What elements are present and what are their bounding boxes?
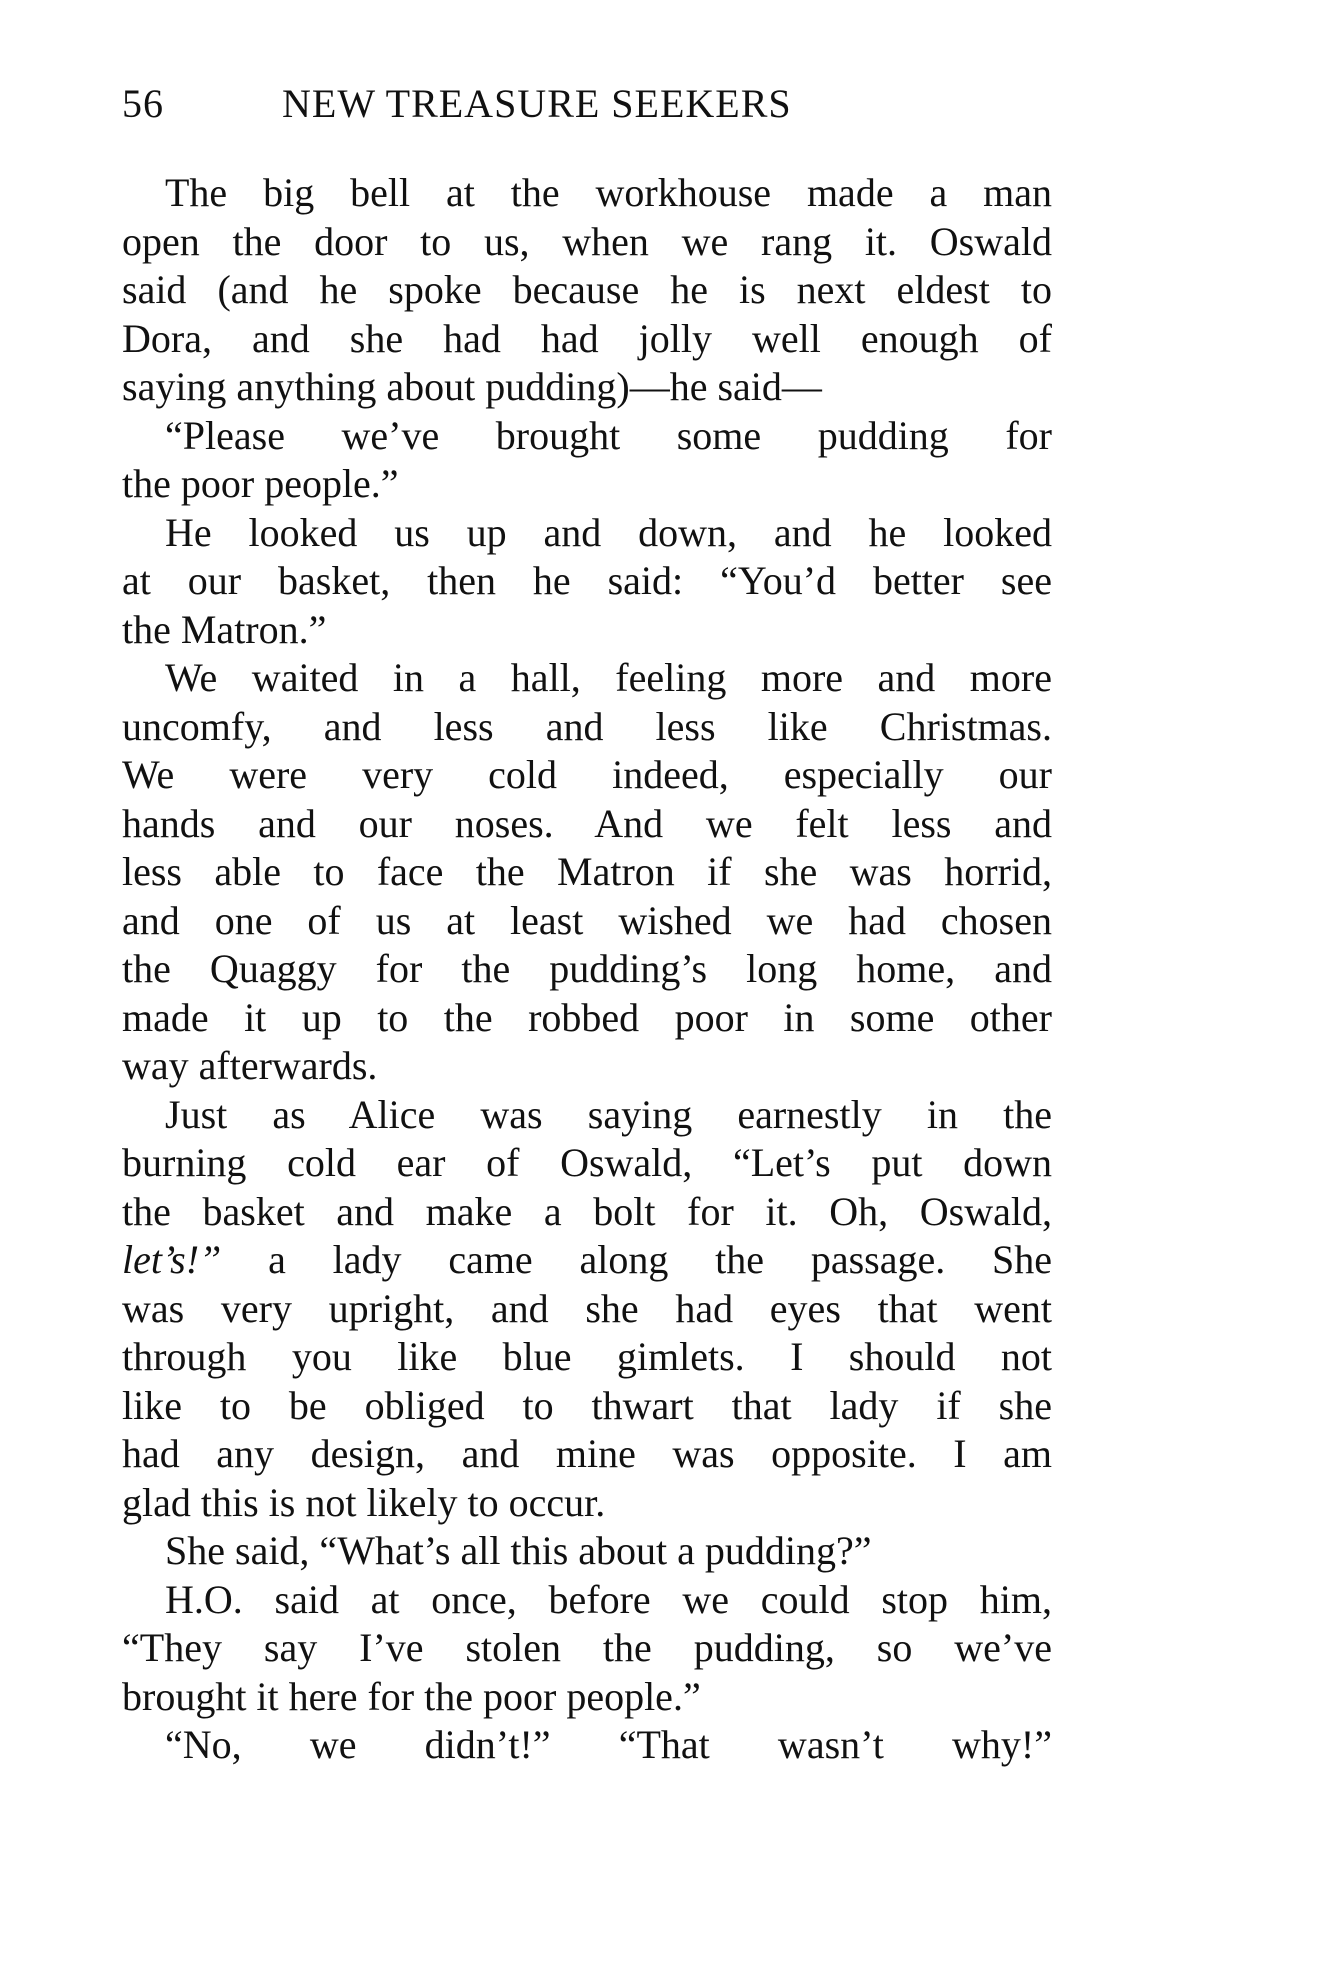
text-line: was very upright, and she had eyes that went	[122, 1285, 1052, 1331]
text-line: said (and he spoke because he is next eldest to	[122, 267, 1052, 312]
text-line: “Please we’ve brought some pudding for	[165, 412, 1052, 458]
text-line: “They say I’ve stolen the pudding, so we’ve	[122, 1625, 1052, 1670]
text-line: the poor people.”	[122, 461, 399, 506]
text-line: She said, “What’s all this about a pudding?”	[165, 1528, 872, 1573]
text-line	[122, 1236, 1052, 1285]
text-line: open the door to us, when we rang it. Oswald	[122, 218, 1052, 264]
running-title: NEW TREASURE SEEKERS	[282, 81, 792, 126]
text-line: burning cold ear of Oswald, “Let’s put down	[122, 1140, 1052, 1185]
italic-text: let’s!”	[122, 1237, 222, 1282]
text-line: glad this is not likely to occur.	[122, 1479, 606, 1525]
text-line: He looked us up and down, and he looked	[165, 509, 1052, 555]
text-line: saying anything about pudding)—he said—	[122, 364, 822, 409]
text-line: brought it here for the poor people.”	[122, 1673, 701, 1719]
text-line: and one of us at least wished we had chosen	[122, 897, 1052, 943]
text-line: through you like blue gimlets. I should not	[122, 1334, 1052, 1379]
text-line: like to be obliged to thwart that lady if she	[122, 1382, 1052, 1428]
line-text: a lady came along the passage. She	[268, 1237, 1052, 1282]
text-line: less able to face the Matron if she was horrid,	[122, 849, 1052, 894]
text-line: Just as Alice was saying earnestly in the	[165, 1091, 1052, 1137]
text-line: We were very cold indeed, especially our	[122, 752, 1052, 797]
text-line: uncomfy, and less and less like Christmas.	[122, 703, 1052, 749]
text-line: Dora, and she had had jolly well enough of	[122, 315, 1052, 361]
text-line: We waited in a hall, feeling more and more	[165, 655, 1052, 700]
text-line: had any design, and mine was opposite. I am	[122, 1431, 1052, 1476]
text-line: the Quaggy for the pudding’s long home, and	[122, 946, 1052, 991]
text-line: hands and our noses. And we felt less and	[122, 800, 1052, 846]
text-line: at our basket, then he said: “You’d better see	[122, 558, 1052, 603]
text-line: the Matron.”	[122, 606, 327, 652]
running-head	[122, 74, 1082, 134]
text-line: the basket and make a bolt for it. Oh, Oswald,	[122, 1188, 1052, 1234]
body-text	[122, 169, 1052, 1770]
text-line: “No, we didn’t!” “That wasn’t why!”	[165, 1722, 1052, 1767]
text-line: The big bell at the workhouse made a man	[165, 170, 1052, 215]
text-line: made it up to the robbed poor in some other	[122, 994, 1052, 1040]
page-number: 56	[122, 81, 164, 126]
text-line: H.O. said at once, before we could stop him,	[165, 1576, 1052, 1622]
text-line: way afterwards.	[122, 1043, 378, 1088]
